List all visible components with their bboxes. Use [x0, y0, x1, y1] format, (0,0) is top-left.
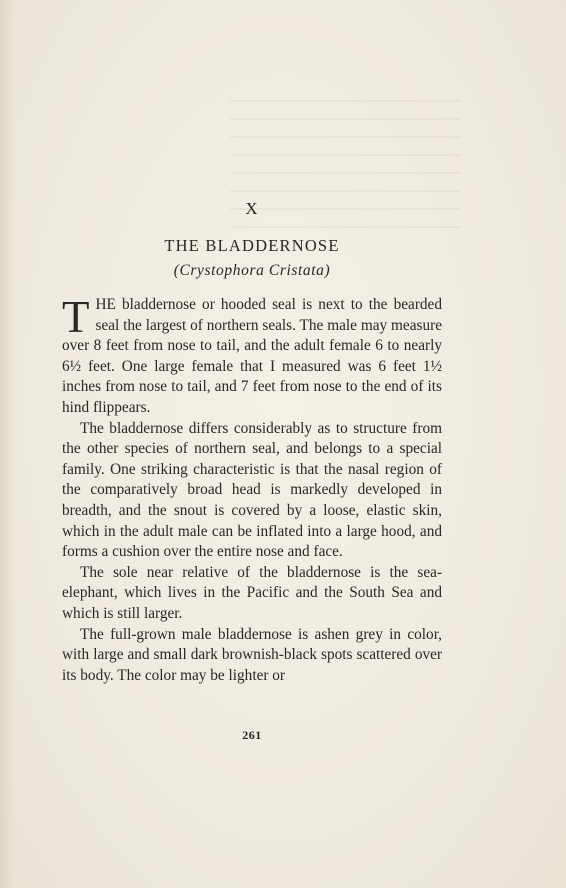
page-number: 261: [242, 728, 262, 742]
bleed-through-texture: [230, 100, 460, 240]
paragraph-1: [62, 292, 442, 419]
drop-cap: T: [62, 292, 90, 342]
paragraph-2: The bladdernose differs considerably as to structure from the other species of northern seal, and belongs to a special family. One striking characteristic is that the nasal region of the comparatively broad head is markedly developed in breadth, and the snout is covered by a loose, elastic skin, which in the adult male can be inflated into a large hood, and forms a cushion over the entire nose and face.: [62, 419, 442, 561]
chapter-subtitle: (Crystophora Cristata): [173, 262, 331, 279]
paragraph-4: The full-grown male bladdernose is ashen grey in color, with large and small dark brownish-black spots scattered over its body. The color may be lighter or: [62, 625, 442, 684]
chapter-title: THE BLADDERNOSE: [164, 236, 340, 255]
paragraph-1-text: HE bladdernose or hooded seal is next to the bearded seal the largest of northern seals. The male may measure over 8 feet from nose to tail, and the adult female 6 to nearly 6½ feet. One large female that I measured was 6 feet 1½ inches from nose to tail, and 7 feet from nose to the end of its hind flippears.: [62, 296, 442, 416]
chapter-number: X: [245, 199, 259, 218]
paragraph-3: The sole near relative of the bladdernose is the sea-elephant, which lives in the Pacific and the South Sea and which is still larger.: [62, 563, 442, 622]
body-text: [62, 292, 442, 686]
page-gutter-shadow: [0, 0, 14, 888]
